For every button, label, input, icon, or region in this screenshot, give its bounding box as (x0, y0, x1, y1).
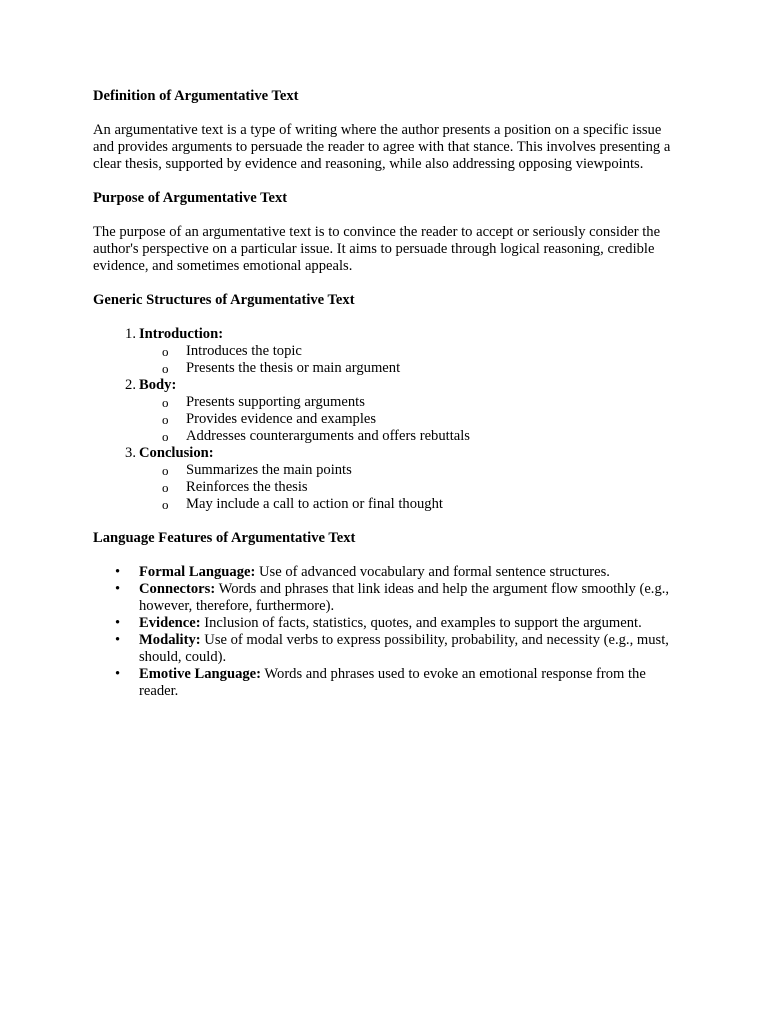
circle-bullet-icon: o (162, 361, 169, 376)
list-number: 2. (125, 377, 136, 393)
list-item: o Provides evidence and examples (162, 411, 377, 427)
list-item: o Addresses counterarguments and offers rebuttals (162, 428, 470, 444)
definition-heading: Definition of Argumentative Text (93, 88, 299, 104)
list-item: o Introduces the topic (162, 343, 302, 359)
circle-bullet-icon: o (162, 497, 169, 512)
circle-bullet-icon: o (162, 480, 169, 495)
bullet-icon: • (115, 615, 121, 631)
feature-evidence: • Evidence: Inclusion of facts, statistics, quotes, and examples to support the argument. (115, 615, 642, 631)
feature-formal-language: • Formal Language: Use of advanced vocabulary and formal sentence structures. (115, 564, 610, 580)
structure-list (93, 326, 683, 513)
structure-item-title: Conclusion: (139, 445, 214, 461)
bullet-icon: • (115, 564, 121, 580)
bullet-icon: • (115, 666, 121, 682)
structure-heading: Generic Structures of Argumentative Text (93, 292, 355, 308)
structure-item-conclusion (125, 445, 683, 513)
feature-emotive-language: • Emotive Language: Words and phrases used to evoke an emotional response from the reader. (115, 666, 646, 699)
circle-bullet-icon: o (162, 344, 169, 359)
list-item: o Summarizes the main points (162, 462, 352, 478)
structure-item-body (125, 377, 683, 445)
purpose-heading: Purpose of Argumentative Text (93, 190, 288, 206)
list-item: o Presents the thesis or main argument (162, 360, 401, 376)
document-page (93, 88, 683, 700)
definition-paragraph: An argumentative text is a type of writing where the author presents a position on a specific issue and provides arguments to persuade the reader to agree with that stance. This involves presenting a clear thesis, supported by evidence and reasoning, while also addressing opposing viewpoints. (93, 122, 671, 172)
structure-item-title: Introduction: (139, 326, 224, 342)
sub-list (139, 343, 683, 377)
feature-connectors: • Connectors: Words and phrases that link ideas and help the argument flow smoothly (e.g., however, therefore, furthermore). (115, 581, 670, 614)
list-number: 3. (125, 445, 136, 461)
purpose-paragraph: The purpose of an argumentative text is to convince the reader to accept or seriously consider the author's perspective on a particular issue. It aims to persuade through logical reasoning, credible evidence, and sometimes emotional appeals. (93, 224, 661, 274)
list-number: 1. (125, 326, 136, 342)
bullet-icon: • (115, 581, 121, 597)
language-heading: Language Features of Argumentative Text (93, 530, 356, 546)
circle-bullet-icon: o (162, 429, 169, 444)
list-item: o May include a call to action or final thought (162, 496, 443, 512)
feature-modality: • Modality: Use of modal verbs to express possibility, probability, and necessity (e.g., must, should, could). (115, 632, 669, 665)
circle-bullet-icon: o (162, 412, 169, 427)
list-item: o Presents supporting arguments (162, 394, 365, 410)
circle-bullet-icon: o (162, 463, 169, 478)
language-features-list (93, 564, 683, 700)
bullet-icon: • (115, 632, 121, 648)
sub-list (139, 462, 683, 513)
sub-list (139, 394, 683, 445)
structure-item-introduction (125, 326, 683, 377)
structure-item-title: Body: (139, 377, 177, 393)
circle-bullet-icon: o (162, 395, 169, 410)
list-item: o Reinforces the thesis (162, 479, 308, 495)
